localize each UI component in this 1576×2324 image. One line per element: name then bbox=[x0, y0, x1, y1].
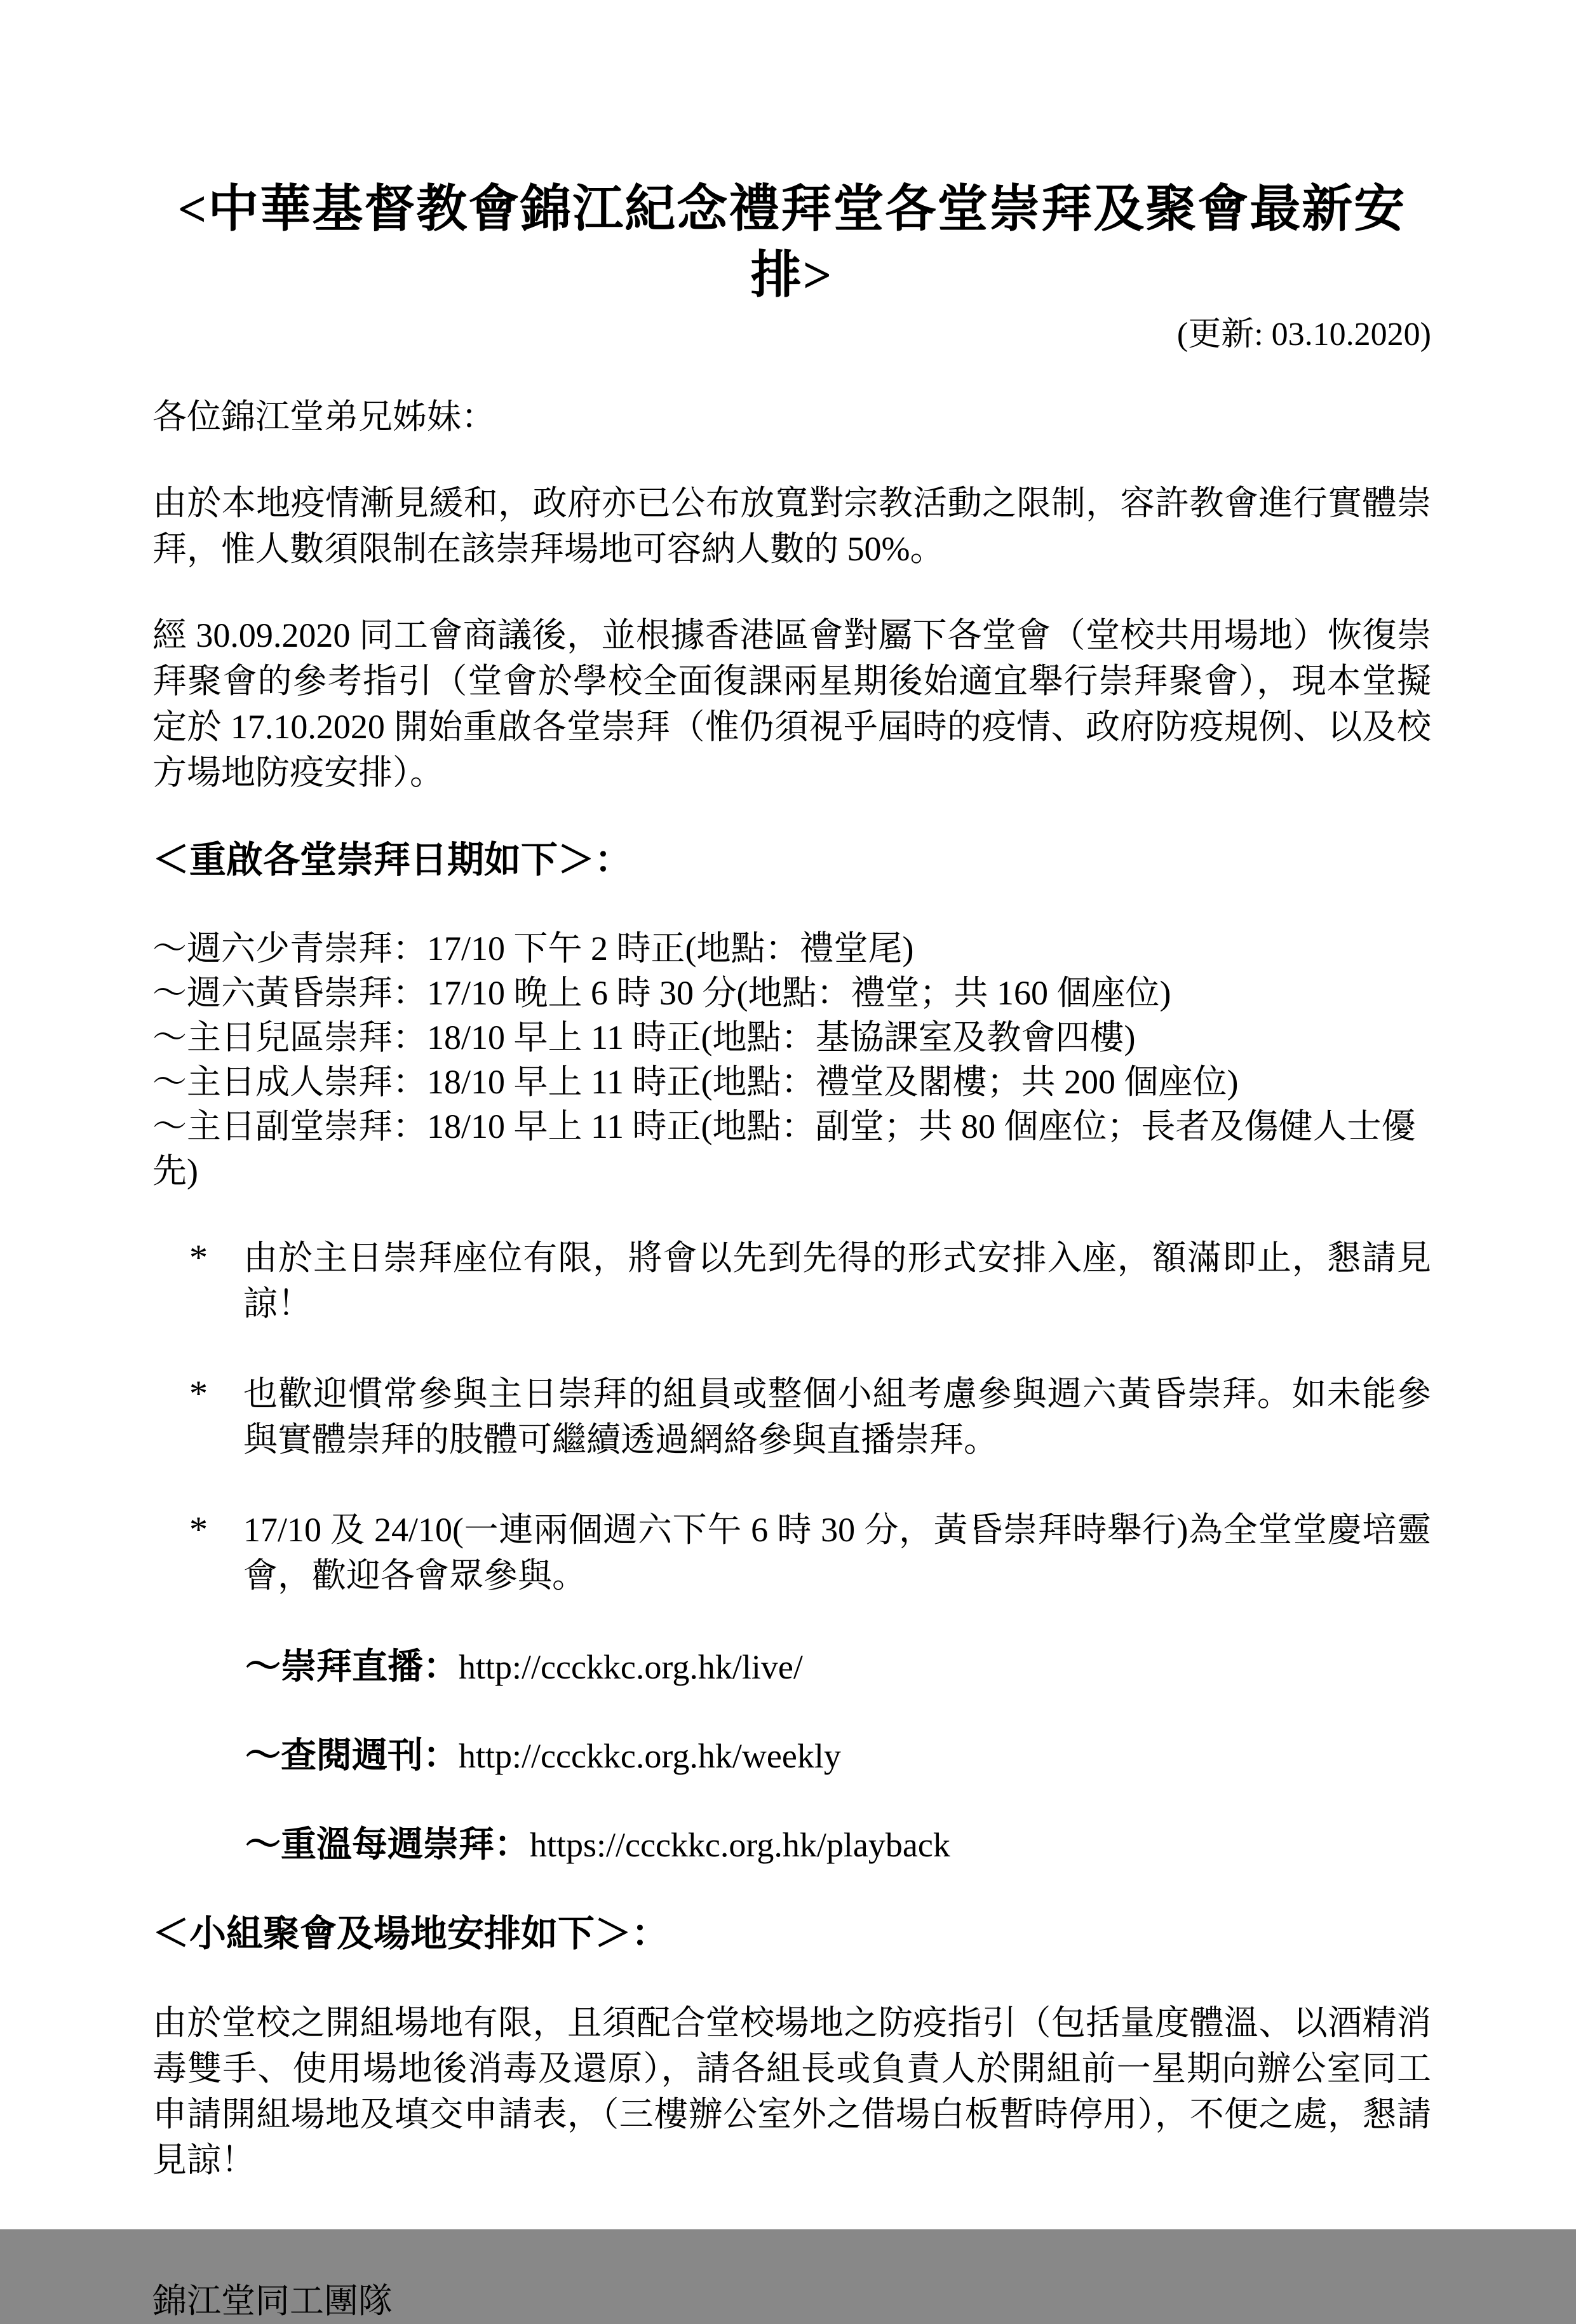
note-item bbox=[152, 1235, 1431, 1327]
note-text: 由於主日崇拜座位有限，將會以先到先得的形式安排入座，額滿即止，懇請見諒！ bbox=[243, 1239, 1431, 1323]
note-item bbox=[152, 1507, 1431, 1598]
update-date: (更新: 03.10.2020) bbox=[1176, 316, 1431, 353]
live-stream-link-line bbox=[193, 1643, 1431, 1691]
playback-link-label: ～重溫每週崇拜： bbox=[245, 1825, 530, 1865]
schedule-item-sunday-children: ～主日兒區崇拜：18/10 早上 11 時正(地點：基協課室及教會四樓) bbox=[152, 1018, 1136, 1057]
asterisk-bullet-icon: * bbox=[189, 1509, 208, 1550]
schedule-item-sunday-side-hall: ～主日副堂崇拜：18/10 早上 11 時正(地點：副堂；共 80 個座位；長者及傷健人士優先) bbox=[152, 1107, 1416, 1190]
signature: 錦江堂同工團隊 bbox=[152, 2282, 393, 2320]
document-title: <中華基督教會錦江紀念禮拜堂各堂崇拜及聚會最新安排> bbox=[177, 182, 1406, 304]
weekly-bulletin-link-line bbox=[193, 1732, 1431, 1780]
schedule-item-saturday-evening: ～週六黃昏崇拜：17/10 晚上 6 時 30 分(地點：禮堂；共 160 個座位) bbox=[152, 974, 1171, 1012]
live-stream-link-label: ～崇拜直播： bbox=[245, 1647, 459, 1687]
worship-section-heading: ＜重啟各堂崇拜日期如下＞： bbox=[152, 839, 632, 881]
note-text: 也歡迎慣常參與主日崇拜的組員或整個小組考慮參與週六黃昏崇拜。如未能參與實體崇拜的肢體可繼續透過網絡參與直播崇拜。 bbox=[243, 1375, 1431, 1459]
asterisk-bullet-icon: * bbox=[189, 1373, 208, 1414]
playback-url: https://ccckkc.org.hk/playback bbox=[530, 1826, 950, 1864]
note-text: 17/10 及 24/10(一連兩個週六下午 6 時 30 分，黃昏崇拜時舉行)為全堂堂慶培靈會，歡迎各會眾參與。 bbox=[243, 1511, 1431, 1595]
worship-schedule-list bbox=[152, 926, 1431, 1193]
playback-link-line bbox=[193, 1821, 1431, 1869]
schedule-item-sunday-adult: ～主日成人崇拜：18/10 早上 11 時正(地點：禮堂及閣樓；共 200 個座位) bbox=[152, 1063, 1239, 1101]
note-item bbox=[152, 1371, 1431, 1463]
schedule-item-saturday-youth: ～週六少青崇拜：17/10 下午 2 時正(地點：禮堂尾) bbox=[152, 929, 914, 968]
live-stream-url: http://ccckkc.org.hk/live/ bbox=[459, 1648, 803, 1686]
asterisk-bullet-icon: * bbox=[189, 1237, 208, 1278]
salutation: 各位錦江堂弟兄姊妹： bbox=[152, 398, 495, 436]
intro-paragraph: 由於本地疫情漸見緩和，政府亦已公布放寬對宗教活動之限制，容許教會進行實體崇拜，惟人數須限制在該崇拜場地可容納人數的 50%。 bbox=[152, 484, 1431, 568]
weekly-bulletin-link-label: ～查閱週刊： bbox=[245, 1736, 459, 1776]
group-section-paragraph: 由於堂校之開組場地有限，且須配合堂校場地之防疫指引（包括量度體溫、以酒精消毒雙手、使用場地後消毒及還原），請各組長或負責人於開組前一星期向辦公室同工申請開組場地及填交申請表，（三樓辦公室外之借場白板暫時停用），不便之處，懇請見諒！ bbox=[152, 2004, 1431, 2179]
weekly-bulletin-url: http://ccckkc.org.hk/weekly bbox=[459, 1737, 841, 1775]
intro-paragraph: 經 30.09.2020 同工會商議後，並根據香港區會對屬下各堂會（堂校共用場地）恢復崇拜聚會的參考指引（堂會於學校全面復課兩星期後始適宜舉行崇拜聚會），現本堂擬定於 17.10.2020 開始重啟各堂崇拜（惟仍須視乎屆時的疫情、政府防疫規例、以及校方場地防疫安排）。 bbox=[152, 616, 1431, 792]
group-section-heading: ＜小組聚會及場地安排如下＞： bbox=[152, 1913, 669, 1954]
